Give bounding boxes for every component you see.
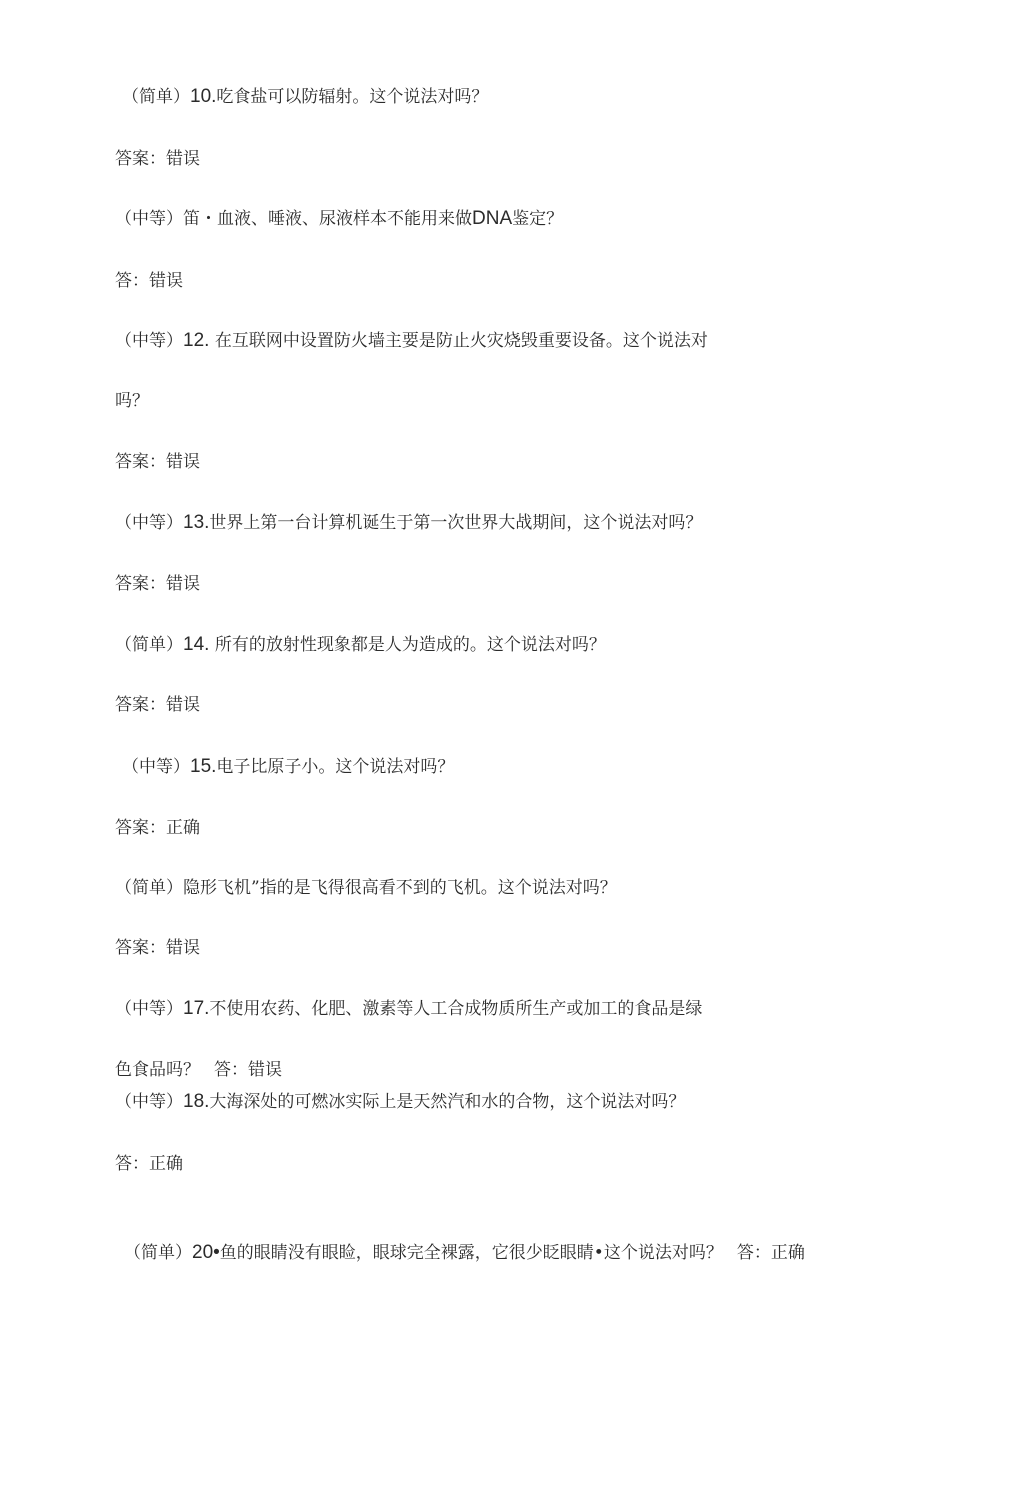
question-14: （简单）14. 所有的放射性现象都是人为造成的。这个说法对吗？ bbox=[115, 634, 606, 655]
question-12: （中等）12. 在互联网中设置防火墙主要是防止火灾烧毁重要设备。这个说法对 bbox=[115, 330, 708, 351]
question-18: （中等）18.大海深处的可燃冰实际上是天然汽和水的合物，这个说法对吗？ bbox=[115, 1091, 686, 1112]
answer-11: 答：错误 bbox=[115, 271, 183, 291]
answer-14: 答案：错误 bbox=[115, 695, 200, 715]
question-12-continued: 吗？ bbox=[115, 391, 149, 411]
question-17: （中等）17.不使用农药、化肥、激素等人工合成物质所生产或加工的食品是绿 bbox=[115, 998, 703, 1019]
question-13: （中等）13.世界上第一台计算机诞生于第一次世界大战期间，这个说法对吗？ bbox=[115, 512, 703, 533]
question-20: （简单）20•鱼的眼睛没有眼睑，眼球完全裸露，它很少眨眼睛•这个说法对吗？ 答：正确 bbox=[124, 1242, 805, 1263]
answer-12: 答案：错误 bbox=[115, 452, 200, 472]
answer-20: 答：正确 bbox=[736, 1243, 805, 1263]
question-16: （简单）隐形飞机”指的是飞得很高看不到的飞机。这个说法对吗？ bbox=[115, 878, 617, 898]
question-10: （简单）10.吃食盐可以防辐射。这个说法对吗？ bbox=[122, 86, 489, 107]
answer-10: 答案：错误 bbox=[115, 149, 200, 169]
answer-15: 答案：正确 bbox=[115, 818, 200, 838]
question-15: （中等）15.电子比原子小。这个说法对吗？ bbox=[122, 756, 455, 777]
answer-16: 答案：错误 bbox=[115, 938, 200, 958]
answer-17: 答：错误 bbox=[214, 1060, 282, 1080]
answer-18: 答：正确 bbox=[115, 1154, 183, 1174]
answer-13: 答案：错误 bbox=[115, 574, 200, 594]
question-11: （中等）笛・血液、唾液、尿液样本不能用来做DNA鉴定？ bbox=[115, 208, 564, 229]
question-17-continued: 色食品吗？ 答：错误 bbox=[115, 1060, 282, 1080]
